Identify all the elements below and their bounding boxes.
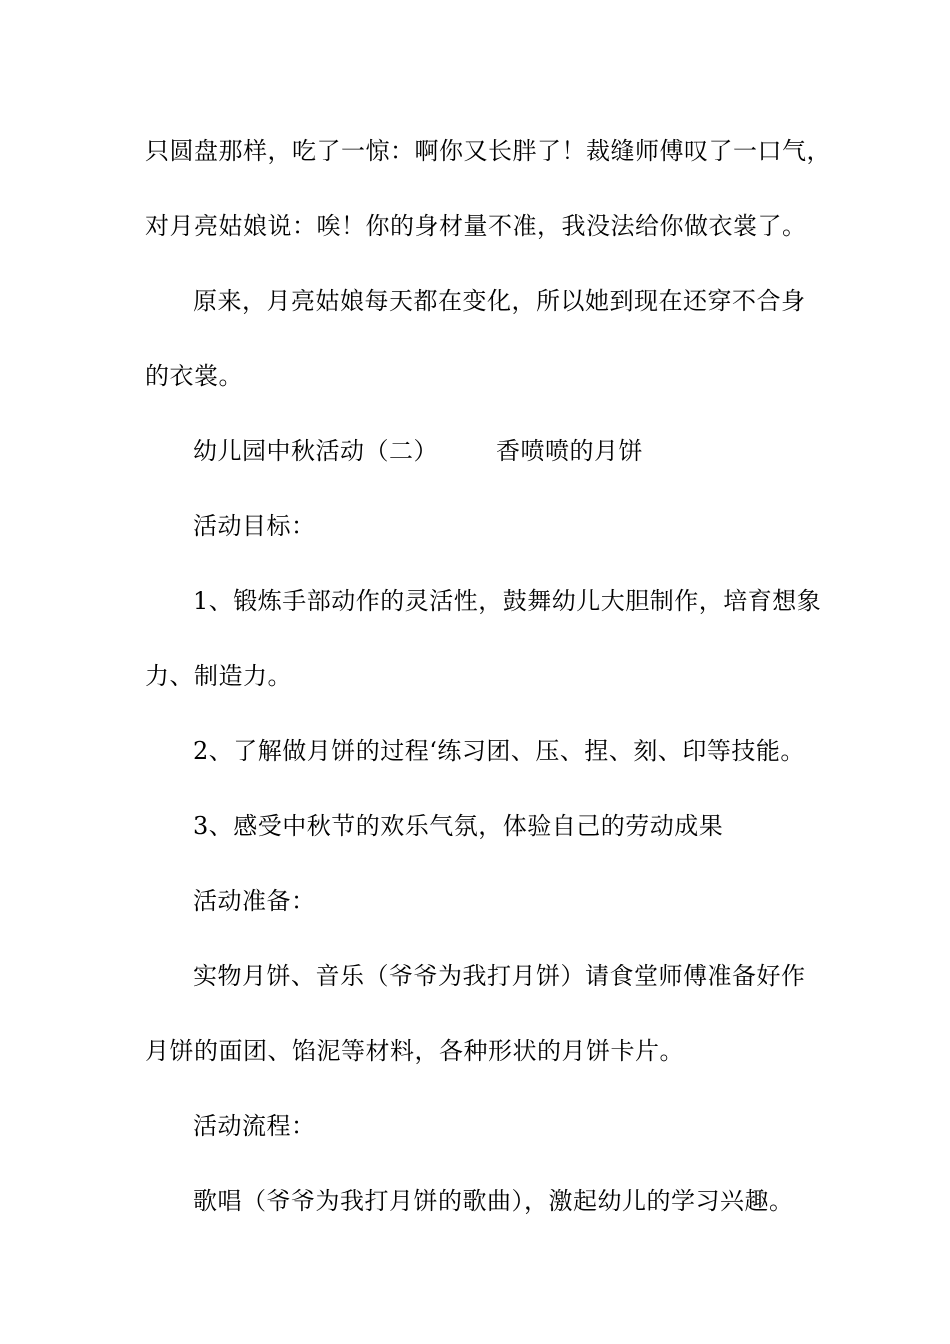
list-item: 2、了解做月饼的过程‘练习团、压、捏、刻、印等技能。 — [193, 737, 805, 765]
paragraph-line: 只圆盘那样，吃了一惊：啊你又长胖了！裁缝师傅叹了一口气， — [145, 137, 831, 165]
paragraph-line: 歌唱（爷爷为我打月饼的歌曲），激起幼儿的学习兴趣。 — [193, 1187, 794, 1215]
list-item: 1、锻炼手部动作的灵活性，鼓舞幼儿大胆制作，培育想象 — [193, 587, 822, 615]
list-item: 3、感受中秋节的欢乐气氛，体验自己的劳动成果 — [193, 812, 724, 840]
section-heading-right: 香喷喷的月饼 — [496, 437, 643, 465]
paragraph-line: 对月亮姑娘说：唉！你的身材量不准，我没法给你做衣裳了。 — [145, 212, 807, 240]
subheading-goals: 活动目标： — [193, 512, 316, 540]
paragraph-line: 实物月饼、音乐（爷爷为我打月饼）请食堂师傅准备好作 — [193, 962, 806, 990]
section-heading — [193, 436, 853, 466]
paragraph-line: 月饼的面团、馅泥等材料，各种形状的月饼卡片。 — [145, 1037, 684, 1065]
paragraph-line: 的衣裳。 — [145, 362, 243, 390]
list-item-continued: 力、制造力。 — [145, 662, 292, 690]
subheading-preparation: 活动准备： — [193, 887, 316, 915]
section-heading-left: 幼儿园中秋活动（二） — [193, 437, 438, 465]
subheading-process: 活动流程： — [193, 1112, 316, 1140]
paragraph-line: 原来，月亮姑娘每天都在变化，所以她到现在还穿不合身 — [193, 287, 806, 315]
